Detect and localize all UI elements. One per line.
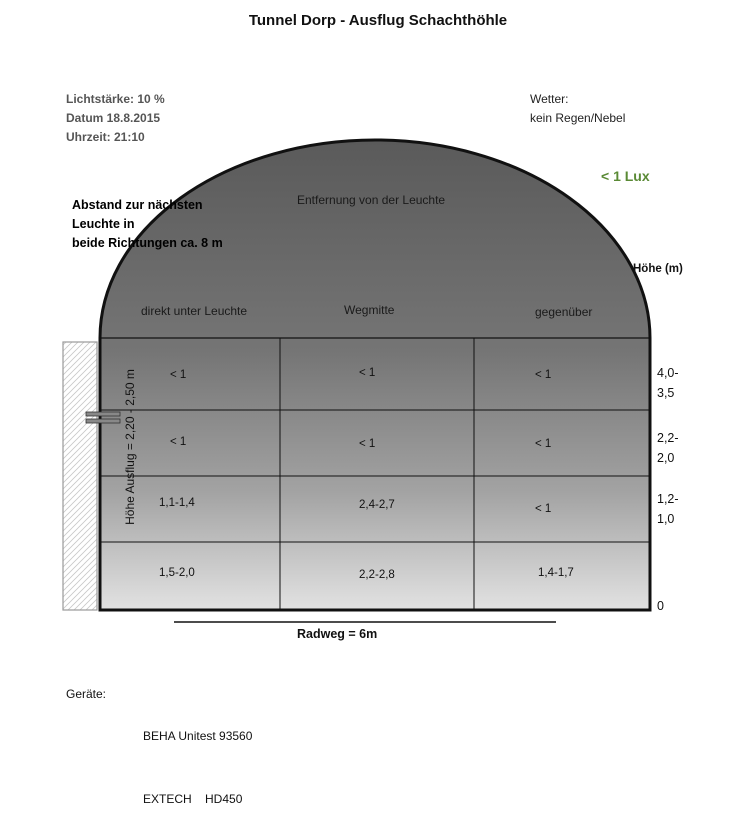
column-header-opposite: gegenüber [535, 305, 593, 319]
cell-r3-c2: 2,4-2,7 [359, 499, 395, 511]
cell-r2-c1: < 1 [170, 436, 187, 448]
weather-value: kein Regen/Nebel [530, 111, 626, 125]
time: Uhrzeit: 21:10 [66, 130, 145, 144]
devices-list [143, 684, 252, 831]
conditions-block [66, 90, 165, 147]
cell-r3-c3: < 1 [535, 503, 552, 515]
device-item: BEHA Unitest 93560 [143, 729, 253, 743]
path-width-label: Radweg = 6m [297, 627, 378, 641]
wall-column [63, 342, 97, 610]
distance-line-3: beide Richtungen ca. 8 m [72, 236, 223, 250]
row-height-1: 4,0- 3,5 [657, 366, 679, 400]
lamp-mount [86, 412, 120, 416]
row-height-4: 0 [657, 599, 664, 613]
row-height-2: 2,2- 2,0 [657, 431, 679, 465]
light-intensity: Lichtstärke: 10 % [66, 92, 165, 106]
lux-note: < 1 Lux [601, 168, 650, 184]
row-height-3: 1,2- 1,0 [657, 492, 679, 526]
cell-r2-c3: < 1 [535, 438, 552, 450]
excursion-height-label: Höhe Ausflug = 2,20 - 2,50 m [123, 369, 137, 525]
cell-r4-c1: 1,5-2,0 [159, 567, 195, 579]
weather-label: Wetter: [530, 92, 569, 106]
cell-r3-c1: 1,1-1,4 [159, 497, 195, 509]
cell-r1-c1: < 1 [170, 369, 187, 381]
cell-r1-c2: < 1 [359, 367, 376, 379]
page-title: Tunnel Dorp - Ausflug Schachthöhle [248, 12, 508, 29]
arch-label: Entfernung von der Leuchte [297, 193, 446, 207]
distance-line-2: Leuchte in [72, 217, 135, 231]
date: Datum 18.8.2015 [66, 111, 161, 125]
distance-line-1: Abstand zur nächsten [72, 198, 203, 212]
cell-r1-c3: < 1 [535, 369, 552, 381]
devices-label: Geräte: [66, 687, 107, 701]
cell-r2-c2: < 1 [359, 438, 376, 450]
cell-r4-c3: 1,4-1,7 [538, 567, 574, 579]
cell-r4-c2: 2,2-2,8 [359, 569, 395, 581]
height-axis-label: Höhe (m) [633, 263, 683, 275]
lamp-mount [86, 419, 120, 423]
column-header-middle: Wegmitte [344, 303, 395, 317]
column-header-direct: direkt unter Leuchte [141, 304, 248, 318]
weather-block [530, 90, 625, 128]
device-item: EXTECH HD450 [143, 792, 243, 806]
distance-note [72, 196, 223, 253]
